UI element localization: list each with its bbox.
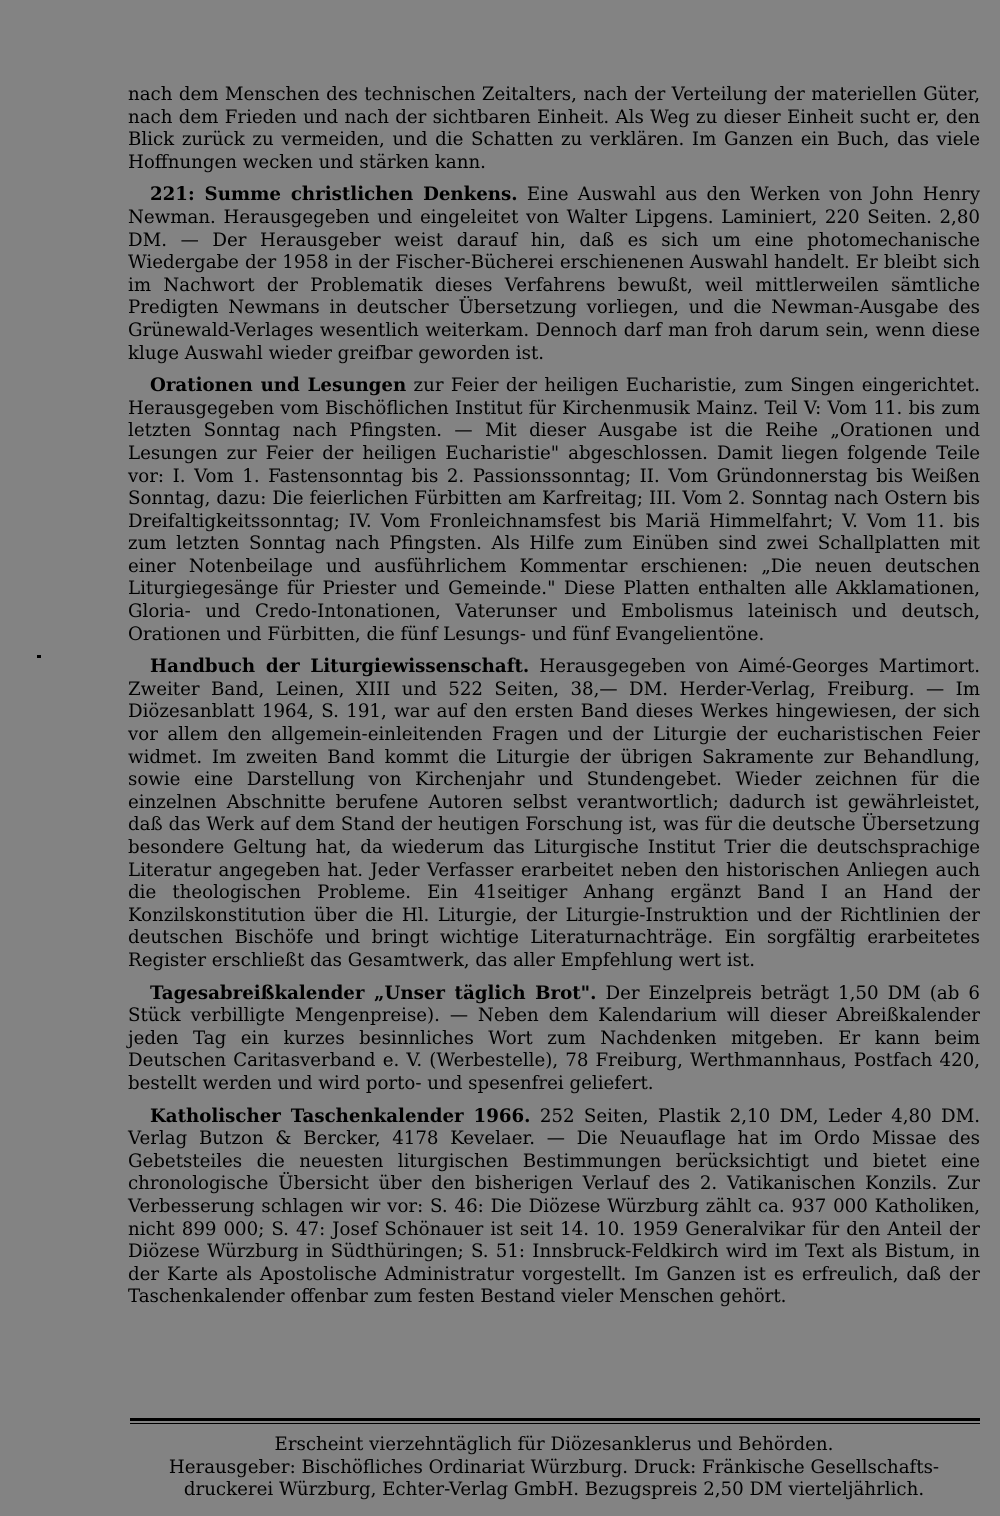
review-paragraph [128, 84, 980, 174]
review-paragraph [128, 184, 980, 365]
footer-line: Erscheint vierzehntäglich für Diözesanklerus und Behörden. [274, 1434, 834, 1455]
footer-rule-thin [130, 1423, 980, 1424]
review-paragraph [128, 656, 980, 972]
footer-line: Herausgeber: Bischöfliches Ordinariat Würzburg. Druck: Fränkische Gesellschafts- [168, 1456, 940, 1478]
review-text: Eine Auswahl aus den Werken von John Henry Newman. Herausgegeben und eingeleitet von Walter Lipgens. Laminiert, 220 Seiten. 2,80 DM. — Der Herausgeber weist darauf hin, daß es sich um eine photomechanische Wiedergabe der 1958 in der Fischer-Bücherei erschienenen Auswahl handelt. Er bleibt sich im Nachwort der Problematik dieses Verfahrens bewußt, weil mittlerweilen sämtliche Predigten Newmans in deutscher Übersetzung vorliegen, und die Newman-Ausgabe des Grünewald-Verlages wesentlich weiterkam. Dennoch darf man froh darum sein, wenn diese kluge Auswahl wieder greifbar geworden ist. [128, 184, 981, 364]
imprint-footer [128, 1434, 980, 1502]
review-text: zur Feier der heiligen Eucharistie, zum Singen eingerichtet. Herausgegeben vom Bischöflichen Institut für Kirchenmusik Mainz. Teil V: Vom 11. bis zum letzten Sonntag nach Pfingsten. — Mit dieser Ausgabe ist die Reihe „Orationen und Lesungen zur Feier der heiligen Eucharistie" abgeschlossen. Damit liegen folgende Teile vor: I. Vom 1. Fastensonntag bis 2. Passionssonntag; II. Vom Gründonnerstag bis Weißen Sonntag, dazu: Die feierlichen Fürbitten am Karfreitag; III. Vom 2. Sonntag nach Ostern bis Dreifaltigkeitssonntag; IV. Vom Fronleichnamsfest bis Mariä Himmelfahrt; V. Vom 11. bis zum letzten Sonntag nach Pfingsten. Als Hilfe zum Einüben sind zwei Schallplatten mit einer Notenbeilage und ausführlichem Kommentar erschienen: „Die neuen deutschen Liturgiegesänge für Priester und Gemeinde." Diese Platten enthalten alle Akklamationen, Gloria- und Credo-Intonationen, Vaterunser und Embolismus lateinisch und deutsch, Orationen und Fürbitten, die fünf Lesungs- und fünf Evangelientöne. [128, 375, 980, 645]
review-paragraph [128, 375, 980, 646]
review-heading: Tagesabreißkalender „Unser täglich Brot". [150, 982, 597, 1004]
review-heading: 221: Summe christlichen Denkens. [150, 184, 518, 206]
margin-mark [37, 655, 41, 658]
review-heading: Katholischer Taschenkalender 1966. [150, 1105, 531, 1127]
review-text: Der Einzelpreis beträgt 1,50 DM (ab 6 Stück verbilligte Mengenpreise). — Neben dem Kalendarium will dieser Abreißkalender jeden Tag ein kurzes besinnliches Wort zum Nachdenken mitgeben. Er kann beim Deutschen Caritasverband e. V. (Werbestelle), 78 Freiburg, Werthmannhaus, Postfach 420, bestellt werden und wird porto- und spesenfrei geliefert. [128, 982, 980, 1094]
review-text: Herausgegeben von Aimé-Georges Martimort. Zweiter Band, Leinen, XIII und 522 Seiten, 38,— DM. Herder-Verlag, Freiburg. — Im Diözesanblatt 1964, S. 191, war auf den ersten Band dieses Werkes hingewiesen, der sich vor allem den allgemein-einleitenden Fragen und der Liturgie der eucharistischen Feier widmet. Im zweiten Band kommt die Liturgie der übrigen Sakramente zur Behandlung, sowie eine Darstellung von Kirchenjahr und Stundengebet. Wieder zeichnen für die einzelnen Abschnitte berufene Autoren selbst verantwortlich; dadurch ist gewährleistet, daß das Werk auf dem Stand der heutigen Forschung ist, was für die deutsche Übersetzung besondere Geltung hat, da wiederum das Liturgische Institut Trier die deutschsprachige Literatur angegeben hat. Jeder Verfasser erarbeitet neben den historischen Anliegen auch die theologischen Probleme. Ein 41seitiger Anhang ergänzt Band I an Hand der Konzilskonstitution über die Hl. Liturgie, der Liturgie-Instruktion und der Richtlinien der deutschen Bischöfe und bringt wichtige Literaturnachträge. Ein sorgfältig erarbeitetes Register erschließt das Gesamtwerk, das aller Empfehlung wert ist. [128, 656, 980, 971]
review-text: 252 Seiten, Plastik 2,10 DM, Leder 4,80 DM. Verlag Butzon & Bercker, 4178 Kevelaer. — Die Neuauflage hat im Ordo Missae des Gebetsteiles die neuesten liturgischen Bestimmungen berücksichtigt und bietet eine chronologische Übersicht über den bisherigen Verlauf des 2. Vatikanischen Konzils. Zur Verbesserung schlagen wir vor: S. 46: Die Diözese Würzburg zählt ca. 937 000 Katholiken, nicht 899 000; S. 47: Josef Schönauer ist seit 14. 10. 1959 Generalvikar für den Anteil der Diözese Würzburg in Südthüringen; S. 51: Innsbruck-Feldkirch wird im Text als Bistum, in der Karte als Apostolische Administratur vorgestellt. Im Ganzen ist es erfreulich, daß der Taschenkalender offenbar zum festen Bestand vieler Menschen gehört. [128, 1105, 980, 1308]
footer-rule-thick [130, 1418, 980, 1421]
review-heading: Handbuch der Liturgiewissenschaft. [150, 656, 530, 678]
review-paragraph [128, 983, 980, 1096]
review-heading: Orationen und Lesungen [150, 375, 407, 397]
review-text: nach dem Menschen des technischen Zeitalters, nach der Verteilung der materiellen Güter, nach dem Frieden und nach der sichtbaren Einheit. Als Weg zu dieser Einheit sucht er, den Blick zurück zu vermeiden, und die Schatten zu verklären. Im Ganzen ein Buch, das viele Hoffnungen wecken und stärken kann. [128, 84, 980, 173]
review-column [128, 84, 980, 1319]
footer-line: druckerei Würzburg, Echter-Verlag GmbH. Bezugspreis 2,50 DM vierteljährlich. [183, 1479, 925, 1501]
review-paragraph [128, 1106, 980, 1309]
